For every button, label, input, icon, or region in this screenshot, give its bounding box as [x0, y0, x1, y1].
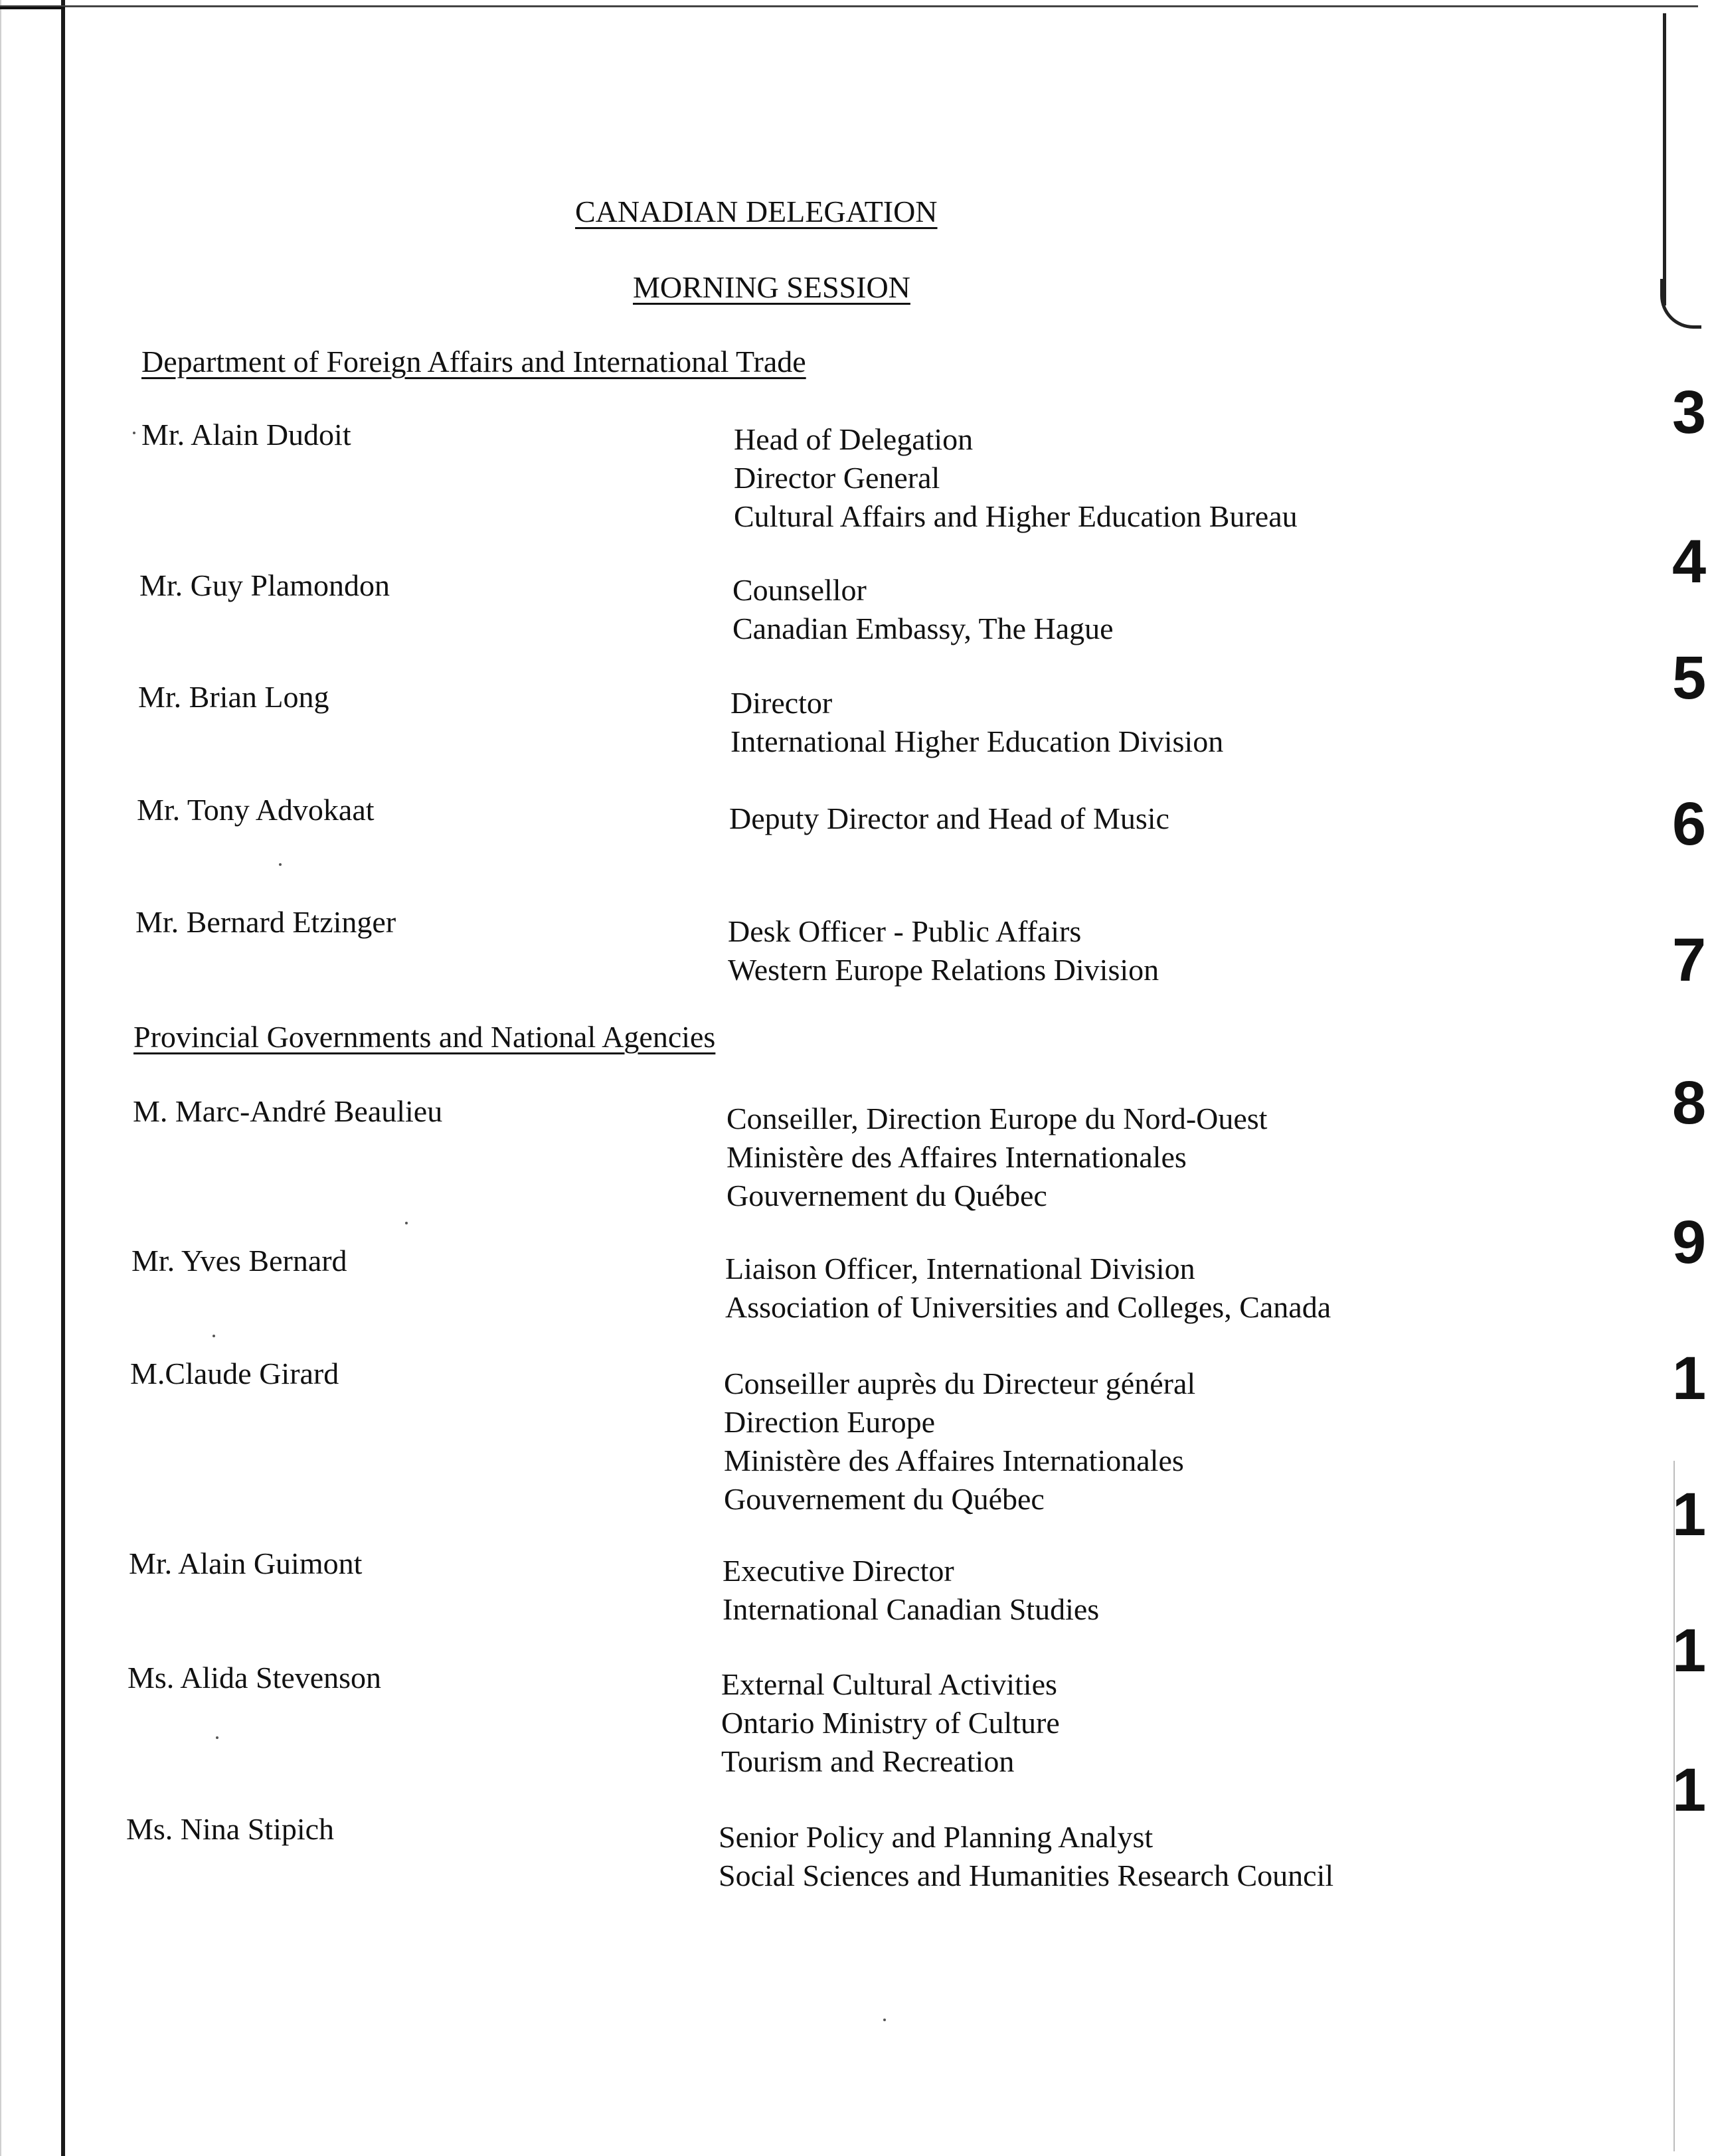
role-line: Executive Director — [723, 1554, 954, 1588]
role-line: External Cultural Activities — [721, 1667, 1057, 1701]
member-role — [725, 1250, 1331, 1327]
member-role — [724, 1365, 1195, 1519]
document-title: CANADIAN DELEGATION — [575, 195, 938, 228]
tab-number: 6 — [1672, 790, 1707, 858]
role-line: Gouvernement du Québec — [727, 1179, 1047, 1212]
tab-number: 9 — [1672, 1208, 1707, 1276]
scan-edge-right — [1663, 13, 1666, 305]
member-role — [727, 1100, 1267, 1215]
role-line: Social Sciences and Humanities Research Council — [719, 1859, 1334, 1892]
tab-number: 1 — [1672, 1617, 1707, 1685]
role-line: Ministère des Affaires Internationales — [724, 1444, 1184, 1477]
member-role — [729, 799, 1169, 838]
role-line: Desk Officer - Public Affairs — [728, 914, 1082, 948]
role-line: Senior Policy and Planning Analyst — [719, 1820, 1154, 1854]
index-tab-numbers — [1672, 0, 1712, 2156]
member-role — [730, 684, 1223, 761]
member-role — [719, 1818, 1333, 1895]
role-line: Head of Delegation — [734, 422, 974, 456]
scan-edge-top-left — [0, 7, 65, 9]
member-name: M. Marc-André Beaulieu — [133, 1094, 443, 1128]
member-name: Mr. Brian Long — [138, 680, 329, 714]
tab-number: 8 — [1672, 1069, 1707, 1137]
tab-number: 3 — [1672, 378, 1707, 446]
member-name: Ms. Alida Stevenson — [128, 1661, 382, 1695]
scan-speck — [216, 1736, 218, 1739]
section-heading-foreign-affairs: Department of Foreign Affairs and International Trade — [141, 345, 806, 378]
role-line: Direction Europe — [724, 1405, 936, 1439]
role-line: Association of Universities and Colleges, Canada — [725, 1290, 1331, 1324]
tab-number: 5 — [1672, 644, 1707, 712]
role-line: Western Europe Relations Division — [728, 953, 1159, 987]
scan-edge-top — [0, 5, 1698, 7]
member-role — [734, 420, 1298, 536]
tab-number: 7 — [1672, 926, 1707, 994]
document-subtitle: MORNING SESSION — [633, 270, 910, 304]
role-line: Canadian Embassy, The Hague — [732, 612, 1114, 645]
role-line: Director — [730, 686, 833, 720]
member-name: Mr. Alain Dudoit — [141, 418, 351, 452]
tab-number: 1 — [1672, 1756, 1707, 1824]
role-line: Conseiller auprès du Directeur général — [724, 1367, 1196, 1400]
role-line: Tourism and Recreation — [721, 1744, 1015, 1778]
scan-speck — [133, 432, 135, 434]
member-role — [721, 1665, 1060, 1781]
role-line: Deputy Director and Head of Music — [729, 801, 1169, 835]
scan-speck — [883, 2019, 886, 2021]
role-line: International Higher Education Division — [730, 724, 1224, 758]
scan-speck — [213, 1335, 215, 1337]
section-heading-provincial: Provincial Governments and National Agencies — [133, 1020, 716, 1054]
tab-number: 4 — [1672, 528, 1707, 596]
role-line: Liaison Officer, International Division — [725, 1252, 1195, 1285]
role-line: Director General — [734, 461, 940, 495]
member-role — [732, 571, 1114, 648]
member-name: Mr. Guy Plamondon — [139, 568, 390, 602]
member-name: M.Claude Girard — [130, 1357, 339, 1390]
role-line: Ontario Ministry of Culture — [721, 1706, 1060, 1740]
role-line: Conseiller, Direction Europe du Nord-Ouest — [727, 1102, 1268, 1135]
role-line: Ministère des Affaires Internationales — [727, 1140, 1187, 1174]
scan-edge-left — [61, 0, 65, 2156]
role-line: Counsellor — [732, 573, 867, 607]
member-role — [728, 912, 1159, 989]
role-line: International Canadian Studies — [723, 1592, 1100, 1626]
role-line: Cultural Affairs and Higher Education Bureau — [734, 499, 1298, 533]
tab-number: 1 — [1672, 1481, 1707, 1548]
tab-number: 1 — [1672, 1345, 1707, 1412]
member-name: Mr. Tony Advokaat — [137, 793, 375, 827]
member-name: Mr. Yves Bernard — [131, 1244, 347, 1278]
member-name: Mr. Alain Guimont — [129, 1546, 363, 1580]
scan-speck — [405, 1222, 408, 1224]
member-name: Mr. Bernard Etzinger — [135, 905, 396, 939]
role-line: Gouvernement du Québec — [724, 1482, 1045, 1516]
scan-speck — [279, 863, 282, 866]
member-role — [723, 1552, 1099, 1629]
scan-edge-left-thin — [0, 0, 1, 2156]
member-name: Ms. Nina Stipich — [126, 1812, 335, 1846]
